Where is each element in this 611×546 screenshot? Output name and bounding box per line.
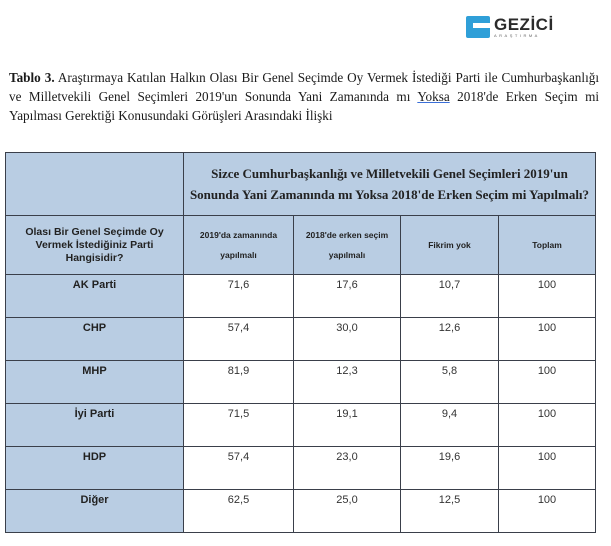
gezici-logo [466,12,554,42]
value-cell: 71,6 [184,275,294,318]
value-cell: 19,6 [401,447,499,490]
value-cell: 12,3 [294,361,401,404]
value-cell: 62,5 [184,490,294,533]
value-cell: 71,5 [184,404,294,447]
value-cell: 12,5 [401,490,499,533]
question-header: Sizce Cumhurbaşkanlığı ve Milletvekili Genel Seçimleri 2019'un Sonunda Yani Zamanında mı Yoksa 2018'de Erken Seçim mi Yapılmalı? [184,153,596,216]
party-name: İyi Parti [6,404,184,447]
table-row [6,275,596,318]
column-header-on-time: 2019'da zamanında yapılmalı [184,216,294,275]
value-cell: 19,1 [294,404,401,447]
results-table [5,152,596,533]
table-row [6,447,596,490]
value-cell: 57,4 [184,447,294,490]
table-row [6,361,596,404]
value-cell: 81,9 [184,361,294,404]
value-cell: 30,0 [294,318,401,361]
table-row [6,318,596,361]
caption-text-2: 2018'de Erken Seçim mi Yapılması Gerektiği Konusundaki Görüşleri Arasındaki İlişki [9,89,600,123]
value-cell: 10,7 [401,275,499,318]
logo-brand: GEZİCİ [494,15,554,34]
column-header-no-opinion: Fikrim yok [401,216,499,275]
row-header-label: Olası Bir Genel Seçimde Oy Vermek İstediğiniz Parti Hangisidir? [6,216,184,275]
value-cell: 23,0 [294,447,401,490]
party-name: HDP [6,447,184,490]
value-cell: 100 [499,318,596,361]
value-cell: 57,4 [184,318,294,361]
table-caption [9,68,599,125]
value-cell: 9,4 [401,404,499,447]
party-name: Diğer [6,490,184,533]
caption-text-1: Araştırmaya Katılan Halkın Olası Bir Genel Seçimde Oy Vermek İstediği Parti ile Cumhurbaşkanlığı ve Milletvekili Genel Seçimleri 2019'un Sonunda Yani Zamanında mı [9,70,599,104]
column-header-early: 2018'de erken seçim yapılmalı [294,216,401,275]
party-name: CHP [6,318,184,361]
value-cell: 100 [499,361,596,404]
logo-subtitle: ARAŞTIRMA [494,33,540,38]
party-name: MHP [6,361,184,404]
value-cell: 25,0 [294,490,401,533]
table-row [6,490,596,533]
value-cell: 12,6 [401,318,499,361]
value-cell: 17,6 [294,275,401,318]
party-name: AK Parti [6,275,184,318]
corner-cell [6,153,184,216]
value-cell: 100 [499,275,596,318]
value-cell: 100 [499,447,596,490]
value-cell: 100 [499,490,596,533]
column-header-total: Toplam [499,216,596,275]
value-cell: 5,8 [401,361,499,404]
table-row [6,404,596,447]
value-cell: 100 [499,404,596,447]
caption-underlined-word: Yoksa [417,89,450,104]
caption-label: Tablo 3. [9,70,55,85]
logo-g-icon [466,16,490,38]
